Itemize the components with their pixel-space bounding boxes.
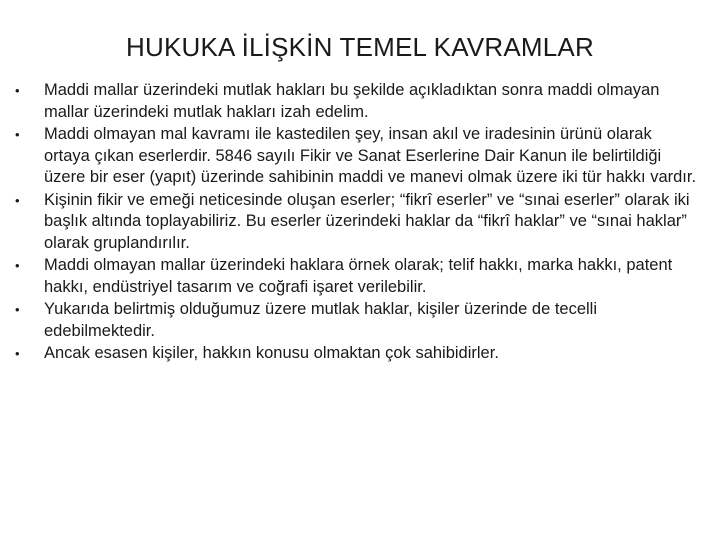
bullet-text: Yukarıda belirtmiş olduğumuz üzere mutlak haklar, kişiler üzerinde de tecelli edebilmektedir.	[44, 300, 598, 340]
bullet-icon: •	[15, 346, 20, 361]
list-item	[14, 190, 700, 255]
bullet-text: Maddi olmayan mal kavramı ile kastedilen şey, insan akıl ve iradesinin ürünü olarak ortaya çıkan eserlerdir. 5846 sayılı Fikir ve Sanat Eserlerine Dair Kanun ile belirtildiği üzere bir eser (yapıt) üzerinde sahibinin maddi ve manevi olmak üzere iki tür hakkı vardır.	[44, 125, 697, 186]
bullet-list	[14, 80, 700, 366]
list-item	[14, 255, 700, 298]
list-item	[14, 299, 700, 342]
bullet-text: Maddi olmayan mallar üzerindeki haklara örnek olarak; telif hakkı, marka hakkı, patent hakkı, endüstriyel tasarım ve coğrafi işaret verilebilir.	[44, 256, 673, 296]
bullet-icon: •	[15, 192, 20, 208]
list-item	[14, 124, 700, 189]
slide-title: HUKUKA İLİŞKİN TEMEL KAVRAMLAR	[126, 32, 594, 62]
bullet-icon: •	[15, 302, 20, 317]
bullet-icon: •	[15, 127, 20, 142]
bullet-text: Ancak esasen kişiler, hakkın konusu olmaktan çok sahibidirler.	[44, 344, 499, 362]
bullet-text: Kişinin fikir ve emeği neticesinde oluşan eserler; “fikrî eserler” ve “sınai eserler” olarak iki başlık altında toplayabiliriz. Bu eserler üzerindeki haklar da “fikrî haklar” ve “sınai haklar” olarak gruplandırılır.	[44, 190, 690, 252]
bullet-icon: •	[15, 83, 20, 98]
bullet-icon: •	[15, 258, 20, 273]
bullet-text: Maddi mallar üzerindeki mutlak hakları bu şekilde açıkladıktan sonra maddi olmayan mallar üzerindeki mutlak hakları izah edelim.	[44, 81, 660, 121]
list-item	[14, 343, 700, 365]
list-item	[14, 80, 700, 123]
